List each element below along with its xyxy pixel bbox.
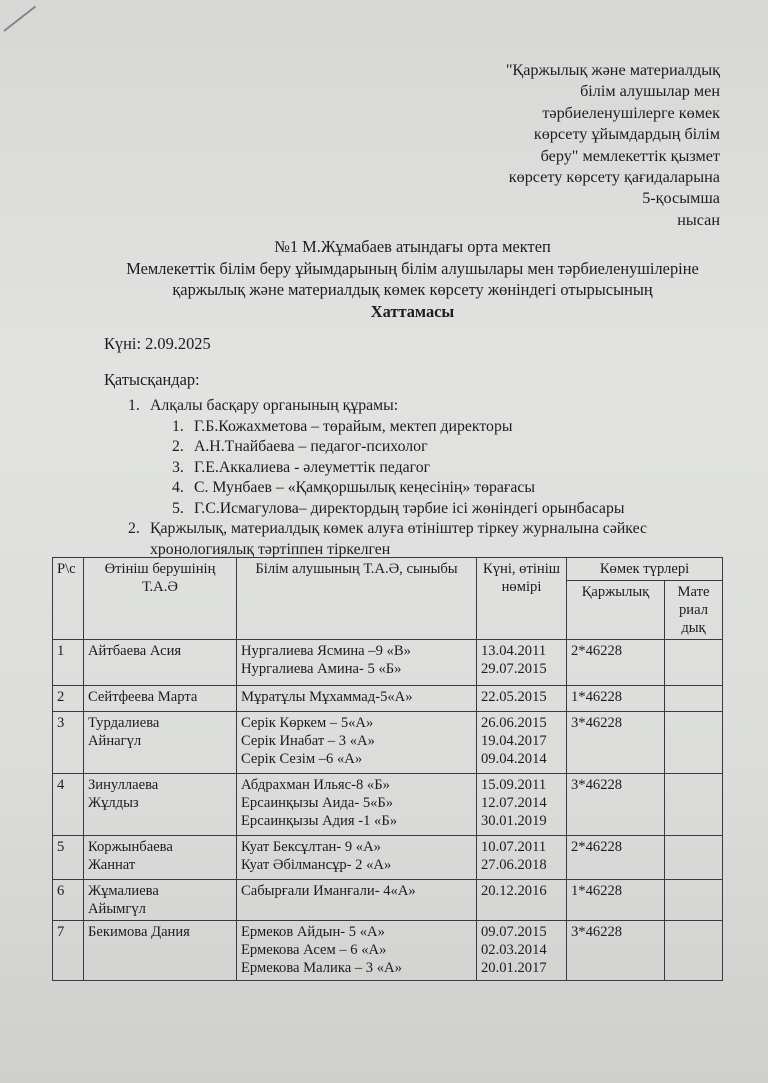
application-date: 10.07.2011 bbox=[481, 839, 547, 855]
list-text: Қаржылық, материалдық көмек алуға өтініштер тіркеу журналына сәйкес bbox=[150, 520, 647, 537]
member-text: А.Н.Тнайбаева – педагог-психолог bbox=[193, 438, 428, 455]
table-row bbox=[53, 880, 723, 921]
applicant-cell bbox=[84, 712, 237, 774]
table-row bbox=[53, 686, 723, 712]
annex-line: нысан bbox=[677, 210, 720, 229]
application-date: 22.05.2015 bbox=[481, 689, 547, 705]
student-name: Нургалиева Ясмина –9 «В» bbox=[241, 643, 411, 659]
registration-table bbox=[52, 557, 723, 981]
row-num: 1 bbox=[53, 640, 84, 686]
application-date: 09.07.2015 bbox=[481, 924, 547, 940]
header-financial: Қаржылық bbox=[567, 581, 665, 640]
table-row bbox=[53, 640, 723, 686]
student-name: Серік Инабат – 3 «А» bbox=[241, 733, 375, 749]
student-name: Серік Сезім –6 «А» bbox=[241, 751, 363, 767]
member-text: Г.Б.Кожахметова – төрайым, мектеп директоры bbox=[193, 417, 513, 435]
applicant-name: Коржынбаева bbox=[88, 839, 173, 855]
student-cell bbox=[237, 880, 477, 921]
applicant-name: Жаннат bbox=[88, 857, 136, 873]
row-num: 4 bbox=[53, 774, 84, 836]
financial-cell: 3*46228 bbox=[567, 712, 665, 774]
date-cell bbox=[477, 880, 567, 921]
student-name: Ерсаинқызы Адия -1 «Б» bbox=[241, 813, 397, 829]
applicant-cell bbox=[84, 686, 237, 712]
financial-cell: 2*46228 bbox=[567, 836, 665, 880]
student-name: Нургалиева Амина- 5 «Б» bbox=[241, 661, 402, 677]
header-applicant: Өтініш берушінің Т.А.Ә bbox=[84, 558, 237, 640]
applicant-name: Сейтфеева Марта bbox=[88, 689, 198, 705]
member-item bbox=[128, 417, 768, 438]
member-text: Г.Е.Аккалиева - әлеуметтік педагог bbox=[193, 458, 431, 476]
student-name: Ермекова Малика – 3 «А» bbox=[241, 960, 402, 976]
application-date: 30.01.2019 bbox=[481, 813, 547, 829]
financial-cell: 1*46228 bbox=[567, 880, 665, 921]
student-cell bbox=[237, 712, 477, 774]
application-date: 12.07.2014 bbox=[481, 795, 547, 811]
student-name: Куат Әбілмансұр- 2 «А» bbox=[241, 857, 392, 873]
student-name: Ермеков Айдын- 5 «А» bbox=[241, 924, 385, 940]
member-item bbox=[128, 499, 768, 520]
row-num: 7 bbox=[53, 921, 84, 981]
student-name: Ерсаинқызы Аида- 5«Б» bbox=[241, 795, 394, 811]
heading-line: Мемлекеттік білім беру ұйымдарының білім алушылары мен тәрбиеленушілеріне bbox=[126, 258, 699, 278]
application-date: 20.12.2016 bbox=[481, 883, 547, 899]
student-name: Мұратұлы Мұхаммад-5«А» bbox=[241, 689, 413, 705]
financial-cell: 3*46228 bbox=[567, 921, 665, 981]
applicant-cell bbox=[84, 880, 237, 921]
applicant-cell bbox=[84, 774, 237, 836]
member-text: С. Мунбаев – «Қамқоршылық кеңесінің» төрағасы bbox=[193, 479, 536, 496]
member-number: 1. bbox=[172, 417, 184, 435]
member-number: 5. bbox=[172, 499, 184, 517]
annex-line: білім алушылар мен bbox=[580, 82, 720, 101]
student-name: Ермекова Асем – 6 «А» bbox=[241, 942, 387, 958]
student-name: Серік Көркем – 5«А» bbox=[241, 715, 374, 731]
student-cell bbox=[237, 921, 477, 981]
document-heading bbox=[60, 236, 765, 322]
application-date: 13.04.2011 bbox=[481, 643, 547, 659]
participants-label: Қатысқандар: bbox=[104, 370, 200, 389]
member-number: 2. bbox=[172, 438, 184, 455]
list-item bbox=[128, 519, 768, 540]
school-name: №1 М.Жұмабаев атындағы орта мектеп bbox=[274, 237, 551, 256]
member-number: 4. bbox=[172, 479, 184, 496]
applicant-name: Турдалиева bbox=[88, 715, 160, 731]
list-text-continued: хронологиялық тәртіппен тіркелген bbox=[150, 540, 391, 558]
material-cell bbox=[665, 836, 723, 880]
student-cell bbox=[237, 686, 477, 712]
financial-cell: 1*46228 bbox=[567, 686, 665, 712]
applicant-name: Жұмалиева bbox=[88, 883, 159, 899]
member-item bbox=[128, 437, 768, 458]
meeting-date: Күні: 2.09.2025 bbox=[104, 334, 211, 353]
student-cell bbox=[237, 774, 477, 836]
application-date: 26.06.2015 bbox=[481, 715, 547, 731]
applicant-cell bbox=[84, 640, 237, 686]
applicant-name: Айнагүл bbox=[88, 733, 142, 749]
student-name: Сабырғали Иманғали- 4«А» bbox=[241, 883, 416, 899]
member-number: 3. bbox=[172, 458, 184, 476]
annex-line: тәрбиеленушілерге көмек bbox=[542, 103, 720, 122]
student-name: Куат Бексұлтан- 9 «А» bbox=[241, 839, 381, 855]
header-num: Р\с bbox=[53, 558, 84, 640]
application-date: 19.04.2017 bbox=[481, 733, 547, 749]
date-cell bbox=[477, 774, 567, 836]
table-row bbox=[53, 836, 723, 880]
application-date: 29.07.2015 bbox=[481, 661, 547, 677]
material-cell bbox=[665, 712, 723, 774]
row-num: 5 bbox=[53, 836, 84, 880]
list-number: 1. bbox=[128, 397, 140, 414]
document-title: Хаттамасы bbox=[370, 301, 455, 321]
applicant-name: Айтбаева Асия bbox=[88, 643, 182, 659]
application-date: 09.04.2014 bbox=[481, 751, 547, 767]
applicant-cell bbox=[84, 836, 237, 880]
material-cell bbox=[665, 774, 723, 836]
date-cell bbox=[477, 640, 567, 686]
student-cell bbox=[237, 836, 477, 880]
annex-line: көрсету ұйымдардың білім bbox=[533, 125, 720, 144]
application-date: 20.01.2017 bbox=[481, 960, 547, 976]
table-row bbox=[53, 921, 723, 981]
applicant-name: Зинуллаева bbox=[88, 777, 159, 793]
financial-cell: 2*46228 bbox=[567, 640, 665, 686]
row-num: 6 bbox=[53, 880, 84, 921]
applicant-name: Жұлдыз bbox=[88, 795, 139, 811]
member-item bbox=[128, 458, 768, 479]
table-row bbox=[53, 712, 723, 774]
student-cell bbox=[237, 640, 477, 686]
student-name: Абдрахман Ильяс-8 «Б» bbox=[241, 777, 390, 793]
header-material: Мате риал дық bbox=[665, 581, 723, 640]
header-date-number: Күні, өтініш нөмірі bbox=[477, 558, 567, 640]
material-cell bbox=[665, 880, 723, 921]
date-cell bbox=[477, 712, 567, 774]
annex-line: 5-қосымша bbox=[642, 189, 720, 208]
date-cell bbox=[477, 836, 567, 880]
annex-line: беру" мемлекеттік қызмет bbox=[540, 146, 720, 165]
list-item bbox=[128, 396, 768, 417]
applicant-cell bbox=[84, 921, 237, 981]
member-item bbox=[128, 478, 768, 499]
material-cell bbox=[665, 921, 723, 981]
date-cell bbox=[477, 921, 567, 981]
material-cell bbox=[665, 640, 723, 686]
member-text: Г.С.Исмагулова– директордың тәрбие ісі жөніндегі орынбасары bbox=[193, 499, 625, 517]
applicant-name: Айымгүл bbox=[88, 901, 146, 917]
application-date: 15.09.2011 bbox=[481, 777, 547, 793]
annex-note bbox=[420, 60, 720, 231]
header-aid-kinds: Көмек түрлері bbox=[567, 558, 723, 581]
header-student: Білім алушының Т.А.Ә, сыныбы bbox=[237, 558, 477, 640]
agenda-list bbox=[128, 396, 768, 560]
financial-cell: 3*46228 bbox=[567, 774, 665, 836]
paper-crease bbox=[3, 6, 36, 32]
annex-line: көрсету көрсету қағидаларына bbox=[508, 168, 720, 187]
date-cell bbox=[477, 686, 567, 712]
annex-line: "Қаржылық және материалдық bbox=[505, 61, 720, 79]
table-row bbox=[53, 774, 723, 836]
row-num: 3 bbox=[53, 712, 84, 774]
row-num: 2 bbox=[53, 686, 84, 712]
list-number: 2. bbox=[128, 520, 140, 537]
material-cell bbox=[665, 686, 723, 712]
applicant-name: Бекимова Дания bbox=[88, 924, 190, 940]
application-date: 27.06.2018 bbox=[481, 857, 547, 873]
application-date: 02.03.2014 bbox=[481, 942, 547, 958]
heading-line: қаржылық және материалдық көмек көрсету жөніндегі отырысының bbox=[172, 280, 653, 299]
list-text: Алқалы басқару органының құрамы: bbox=[150, 397, 399, 414]
